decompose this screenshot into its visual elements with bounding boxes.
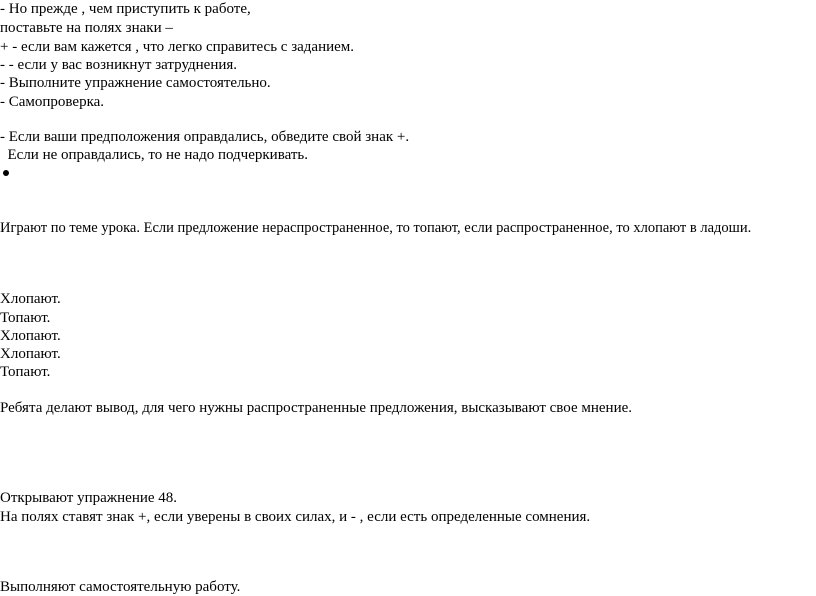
text-line: На полях ставят знак +, если уверены в своих силах, и - , если есть определенные сомнения. [0, 509, 591, 525]
text-line: + - если вам кажется , что легко справитесь с заданием. [0, 39, 355, 55]
response-item: Хлопают. [0, 346, 61, 362]
text-line: - Но прежде , чем приступить к работе, [0, 1, 251, 17]
text-line: - Выполните упражнение самостоятельно. [0, 75, 271, 91]
response-item: Хлопают. [0, 328, 61, 344]
conclusion-text: Ребята делают вывод, для чего нужны распространенные предложения, высказывают свое мнение. [0, 400, 633, 416]
response-item: Топают. [0, 364, 51, 380]
response-item: Топают. [0, 310, 51, 326]
text-line: - Самопроверка. [0, 94, 105, 110]
response-item: Хлопают. [0, 291, 61, 307]
game-description: Играют по теме урока. Если предложение нераспространенное, то топают, если распространенное, то хлопают в ладоши. [0, 220, 752, 236]
text-line: - - если у вас возникнут затруднения. [0, 57, 238, 73]
text-line: поставьте на полях знаки – [0, 20, 173, 36]
bullet-dot-icon [3, 170, 9, 176]
text-line: Если не оправдались, то не надо подчеркивать. [0, 147, 308, 163]
text-line: - Если ваши предположения оправдались, обведите свой знак +. [0, 129, 410, 145]
final-text: Выполняют самостоятельную работу. [0, 579, 241, 595]
text-line: Открывают упражнение 48. [0, 490, 178, 506]
